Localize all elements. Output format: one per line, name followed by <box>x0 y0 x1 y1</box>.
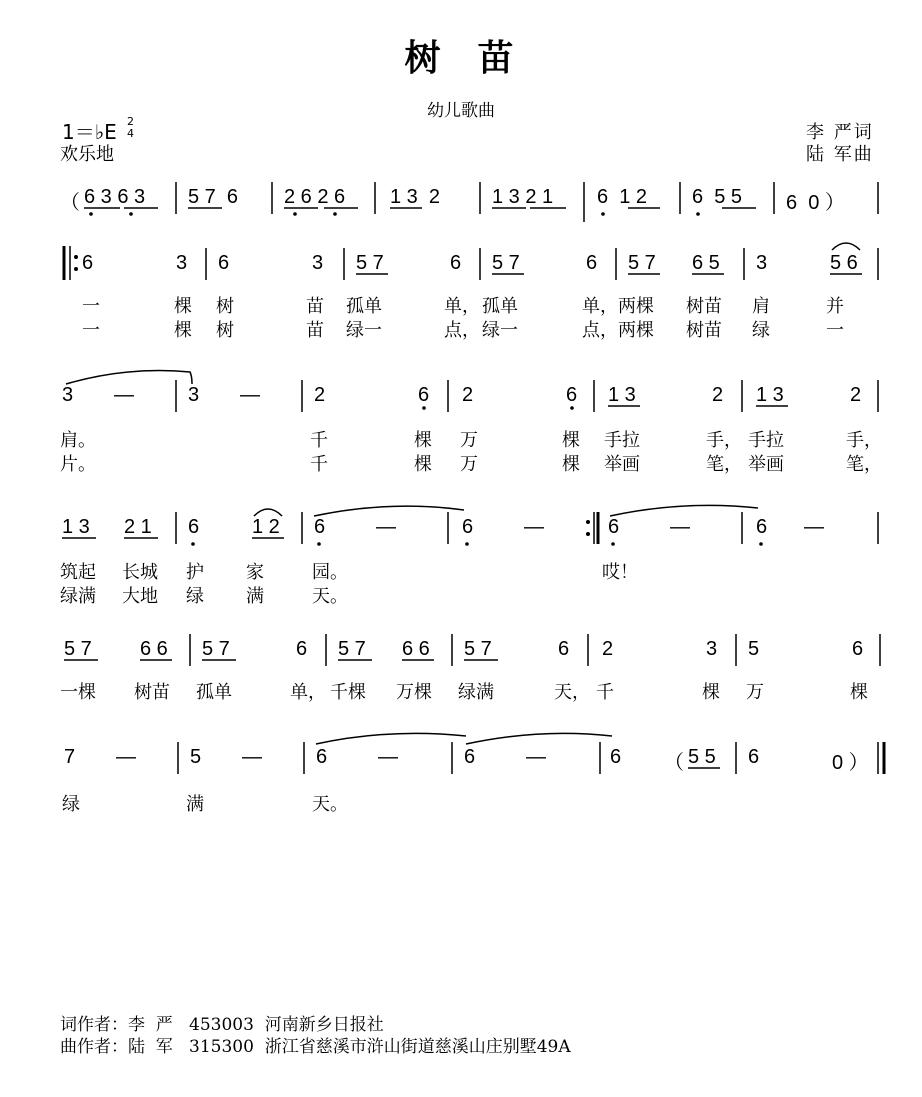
lyric: 一 <box>826 320 844 341</box>
lyric: 点， <box>582 320 618 341</box>
lyric: 园。 <box>312 562 348 583</box>
lyric: 树 <box>216 320 234 341</box>
lyric: 棵 <box>414 430 432 451</box>
lyric: 笔， <box>846 454 882 475</box>
lyric: 护 <box>186 562 204 583</box>
lyric: 绿 <box>186 586 204 607</box>
lyric: 肩 <box>752 296 770 317</box>
song-title: 树 苗 <box>404 37 518 79</box>
note: 6 <box>450 252 462 274</box>
note: 5 7 <box>202 638 230 660</box>
lyric: 千 <box>310 430 328 451</box>
lyric: 肩。 <box>60 430 96 451</box>
lyric: 筑起 <box>60 562 96 583</box>
note: 1 3 <box>756 384 784 406</box>
lyric: 满 <box>246 586 264 607</box>
note-group: 6 0 ） <box>786 192 845 214</box>
note: — <box>526 746 546 768</box>
lyric: 长城 <box>122 562 158 583</box>
lyric: 一棵 <box>60 682 96 703</box>
key-signature: 1＝♭E <box>62 120 117 144</box>
note: 5 5 <box>688 746 716 768</box>
note: 3 <box>756 252 768 274</box>
lyricist-credit: 李 严词 <box>806 122 874 143</box>
note: 5 <box>190 746 202 768</box>
lyric: 千 <box>310 454 328 475</box>
note: 6 6 <box>140 638 168 660</box>
note: 1 2 <box>252 516 280 538</box>
note: 2 <box>462 384 474 406</box>
lyric: 笔， <box>706 454 742 475</box>
note: — <box>116 746 136 768</box>
note: 0 ） <box>832 752 869 774</box>
note: 1 3 <box>62 516 90 538</box>
lyric: 绿 <box>62 794 80 815</box>
lyric: 万 <box>460 454 478 475</box>
note: 6 <box>608 516 620 538</box>
lyric: 手拉 <box>604 430 640 451</box>
note: — <box>524 516 544 538</box>
note: 6 <box>586 252 598 274</box>
note: 2 1 <box>124 516 152 538</box>
note: 5 7 <box>628 252 656 274</box>
note-group: 1 3 2 <box>390 186 441 208</box>
time-signature-bottom: 4 <box>127 127 134 140</box>
note: 6 <box>418 384 430 406</box>
lyric: 千 <box>596 682 614 703</box>
lyric: 天。 <box>312 794 348 815</box>
lyric: 天， <box>554 682 590 703</box>
song-subtitle: 幼儿歌曲 <box>427 101 495 121</box>
lyric: 一 <box>82 320 100 341</box>
lyric: 举画 <box>748 454 784 475</box>
note: 6 <box>610 746 622 768</box>
note: — <box>804 516 824 538</box>
lyric: 棵 <box>850 682 868 703</box>
lyric: 孤单 <box>196 682 232 703</box>
note: 7 <box>64 746 76 768</box>
lyric: 绿一 <box>482 320 518 341</box>
lyric: 棵 <box>174 296 192 317</box>
note: 6 <box>316 746 328 768</box>
note: 2 <box>602 638 614 660</box>
lyric: 棵 <box>414 454 432 475</box>
note: 5 7 <box>356 252 384 274</box>
note: 6 <box>852 638 864 660</box>
lyric: 单， <box>582 296 618 317</box>
lyric: 天。 <box>312 586 348 607</box>
note: — <box>240 384 260 406</box>
note: 6 6 <box>402 638 430 660</box>
composer-credit: 陆 军曲 <box>806 144 874 165</box>
note: — <box>378 746 398 768</box>
lyric: 哎！ <box>602 562 638 583</box>
note: 6 <box>464 746 476 768</box>
lyric: 万 <box>460 430 478 451</box>
note-group: 6 1 2 <box>597 186 648 208</box>
note: — <box>670 516 690 538</box>
lyric: 千棵 <box>330 682 366 703</box>
note: 6 <box>188 516 200 538</box>
lyric: 绿一 <box>346 320 382 341</box>
lyric: 满 <box>186 794 204 815</box>
note: 1 3 <box>608 384 636 406</box>
lyric: 绿 <box>752 320 770 341</box>
lyric: 举画 <box>604 454 640 475</box>
lyricist-address: 词作者：李 严 453003 河南新乡日报社 <box>60 1015 384 1035</box>
lyric: 并 <box>826 296 844 317</box>
lyric: 孤单 <box>482 296 518 317</box>
lyric: 单， <box>290 682 326 703</box>
note: 3 <box>176 252 188 274</box>
composer-address: 曲作者：陆 军 315300 浙江省慈溪市浒山街道慈溪山庄别墅49A <box>60 1037 571 1057</box>
note: 2 <box>850 384 862 406</box>
note: 2 <box>712 384 724 406</box>
note: 3 <box>188 384 200 406</box>
lyric: 家 <box>246 562 264 583</box>
lyric: 树苗 <box>134 682 170 703</box>
time-signature-top: 2 <box>127 115 134 128</box>
tempo-marking: 欢乐地 <box>60 144 114 165</box>
lyric: 棵 <box>174 320 192 341</box>
note: 3 <box>62 384 74 406</box>
lyric: 树苗 <box>686 296 722 317</box>
note: 6 <box>218 252 230 274</box>
note: — <box>114 384 134 406</box>
note: 6 <box>314 516 326 538</box>
note: 6 <box>558 638 570 660</box>
lyric: 孤单 <box>346 296 382 317</box>
note: — <box>242 746 262 768</box>
lyric: 万 <box>746 682 764 703</box>
note: — <box>376 516 396 538</box>
note: 6 <box>296 638 308 660</box>
lyric: 大地 <box>122 586 158 607</box>
lyric: 点， <box>444 320 480 341</box>
note: 5 7 <box>338 638 366 660</box>
note-group: 2 6 2 6 <box>284 186 346 208</box>
lyric: 树 <box>216 296 234 317</box>
note-group: 5 7 6 <box>188 186 239 208</box>
lyric: 两棵 <box>618 296 654 317</box>
note-group: 1 3 2 1 <box>492 186 554 208</box>
note: 6 <box>748 746 760 768</box>
lyric: 手， <box>706 430 742 451</box>
lyric: 手拉 <box>748 430 784 451</box>
note-group: （ <box>60 192 80 214</box>
lyric: 树苗 <box>686 320 722 341</box>
note: （ <box>664 752 684 774</box>
lyric: 两棵 <box>618 320 654 341</box>
note: 5 6 <box>830 252 858 274</box>
lyric: 手， <box>846 430 882 451</box>
note: 6 <box>82 252 94 274</box>
lyric: 棵 <box>702 682 720 703</box>
lyric: 绿满 <box>458 682 494 703</box>
note-group: 6 3 6 3 <box>84 186 146 208</box>
note: 5 7 <box>464 638 492 660</box>
lyric: 万棵 <box>396 682 432 703</box>
note: 6 <box>756 516 768 538</box>
lyric: 棵 <box>562 430 580 451</box>
lyric: 片。 <box>60 454 96 475</box>
lyric: 苗 <box>306 296 324 317</box>
note: 5 <box>748 638 760 660</box>
note-group: 6 5 5 <box>692 186 743 208</box>
note: 6 <box>462 516 474 538</box>
lyric: 单， <box>444 296 480 317</box>
note: 5 7 <box>64 638 92 660</box>
lyric: 棵 <box>562 454 580 475</box>
lyric: 一 <box>82 296 100 317</box>
lyric: 绿满 <box>60 586 96 607</box>
note: 3 <box>706 638 718 660</box>
lyric: 苗 <box>306 320 324 341</box>
note: 3 <box>312 252 324 274</box>
note: 5 7 <box>492 252 520 274</box>
note: 6 <box>566 384 578 406</box>
note: 2 <box>314 384 326 406</box>
note: 6 5 <box>692 252 720 274</box>
